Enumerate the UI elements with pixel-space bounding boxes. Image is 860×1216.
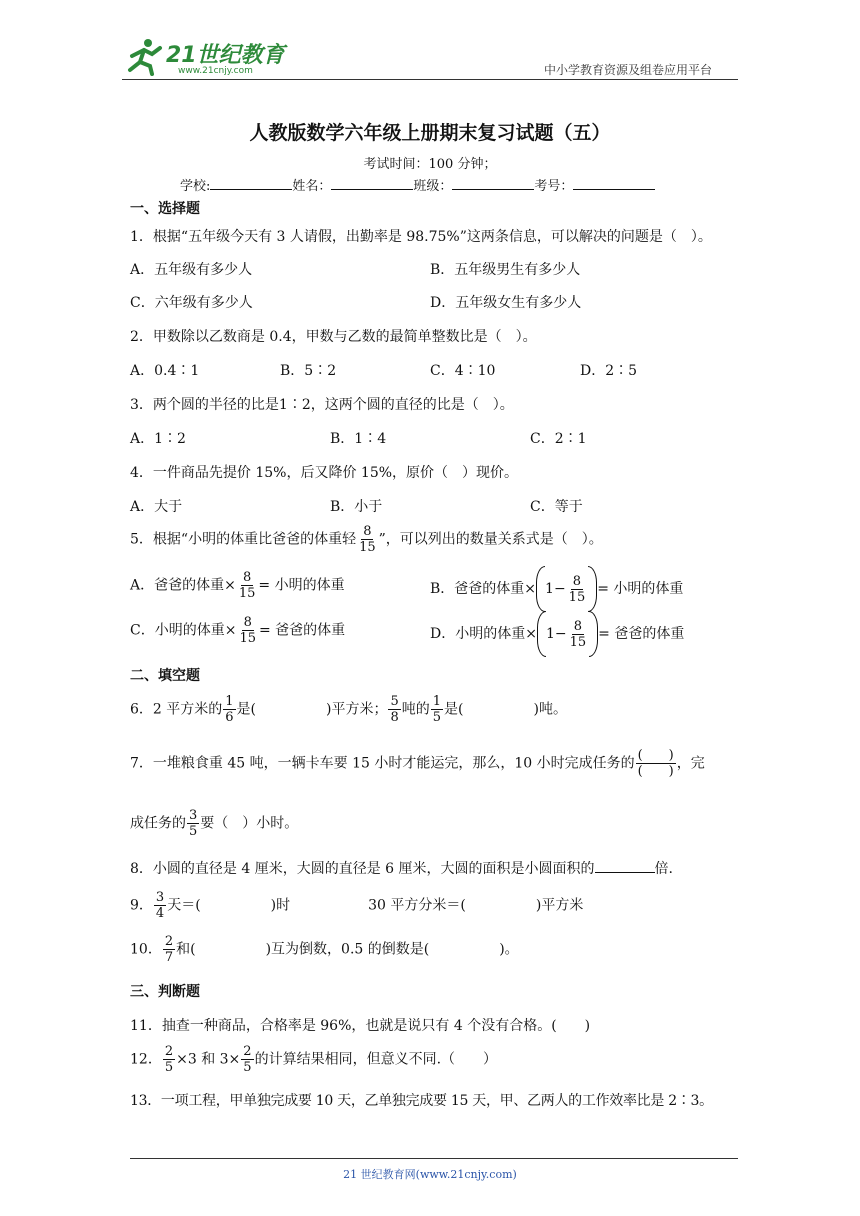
school-label: 学校:: [180, 179, 211, 194]
q4-text: 4．一件商品先提价 15%，后又降价 15%，原价（ ）现价。: [130, 465, 519, 481]
q1-option-b[interactable]: B．五年级男生有多少人: [430, 262, 581, 278]
logo: [122, 36, 292, 80]
platform-name: 中小学教育资源及组卷应用平台: [544, 63, 713, 77]
q3-option-b[interactable]: B．1∶4: [330, 431, 387, 447]
name-field[interactable]: [331, 189, 413, 190]
fraction: $\frac{8}{15}$: [359, 524, 376, 555]
q2-option-d[interactable]: D．2∶5: [580, 363, 638, 379]
q2-option-c[interactable]: C．4∶10: [430, 363, 496, 379]
q5-option-b[interactable]: B．爸爸的体重× 1− $\frac{8}{15}$ = 小明的体重: [430, 566, 683, 612]
q1-text: 1．根据“五年级今天有 3 人请假，出勤率是 98.75%”这两条信息，可以解决的问题是（ ）。: [130, 229, 712, 245]
q9-text: 9． $\frac{3}{4}$ 天＝( )时 30 平方分米＝( )平方米: [130, 890, 584, 921]
q12-text: 12． $\frac{2}{5}$ ×3 和 3× $\frac{2}{5}$ 的计算结果相同，但意义不同.（ ）: [130, 1044, 498, 1075]
footer-rule: [130, 1158, 738, 1159]
fraction-blank[interactable]: $\frac{( )}{( )}$: [637, 748, 674, 779]
number-field[interactable]: [573, 189, 655, 190]
number-label: 考号：: [534, 179, 574, 194]
section-heading: 一、选择题: [130, 201, 200, 217]
q4-option-a[interactable]: A．大于: [130, 499, 183, 515]
q5-option-c[interactable]: C．小明的体重× $\frac{8}{15}$ = 爸爸的体重: [130, 615, 346, 646]
q10-text: 10． $\frac{2}{7}$ 和( )互为倒数，0.5 的倒数是( )。: [130, 934, 519, 965]
q13-text: 13．一项工程，甲单独完成要 10 天，乙单独完成要 15 天，甲、乙两人的工作效率比是 2∶3。: [130, 1093, 713, 1109]
exam-time: 考试时间：100 分钟；: [363, 157, 497, 172]
school-field[interactable]: [210, 189, 292, 190]
q5-option-d[interactable]: D．小明的体重× 1− $\frac{8}{15}$ = 爸爸的体重: [430, 611, 684, 657]
q6-text: 6．2 平方米的 $\frac{1}{6}$ 是( )平方米； $\frac{5}{8}$ 吨的 $\frac{1}{5}$ 是( )吨。: [130, 694, 567, 725]
q4-option-b[interactable]: B．小于: [330, 499, 383, 515]
q8-text: 8．小圆的直径是 4 厘米，大圆的直径是 6 厘米，大圆的面积是小圆面积的 倍.: [130, 861, 673, 877]
header-rule: [122, 79, 738, 80]
q1-option-a[interactable]: A．五年级有多少人: [130, 262, 253, 278]
q7-text-line1: 7．一堆粮食重 45 吨，一辆卡车要 15 小时才能运完，那么，10 小时完成任务的 $\frac{( )}{( )}$ ，完: [130, 748, 705, 779]
logo-url: www.21cnjy.com: [178, 66, 253, 76]
q4-option-c[interactable]: C．等于: [530, 499, 583, 515]
q5-option-a[interactable]: A．爸爸的体重× $\frac{8}{15}$ = 小明的体重: [130, 570, 345, 601]
section-heading: 二、填空题: [130, 668, 200, 684]
q3-option-a[interactable]: A．1∶2: [130, 431, 186, 447]
q7-text-line2: 成任务的 $\frac{3}{5}$ 要（ ）小时。: [130, 808, 299, 839]
page-title: 人教版数学六年级上册期末复习试题（五）: [249, 122, 611, 144]
q2-text: 2．甲数除以乙数商是 0.4，甲数与乙数的最简单整数比是（ ）。: [130, 329, 537, 345]
q3-option-c[interactable]: C．2∶1: [530, 431, 587, 447]
class-field[interactable]: [452, 189, 534, 190]
q1-option-c[interactable]: C．六年级有多少人: [130, 295, 253, 311]
name-label: 姓名：: [292, 179, 332, 194]
runner-logo-icon: [122, 36, 166, 76]
footer-text: 21 世纪教育网(www.21cnjy.com): [343, 1168, 517, 1181]
section-heading: 三、判断题: [130, 984, 200, 1000]
student-info: [180, 175, 655, 194]
q5-text: 5．根据“小明的体重比爸爸的体重轻 $\frac{8}{15}$ ”，可以列出的数量关系式是（ ）。: [130, 524, 603, 555]
class-label: 班级：: [413, 179, 453, 194]
logo-text: 21世纪教育: [166, 43, 285, 68]
q1-option-d[interactable]: D．五年级女生有多少人: [430, 295, 582, 311]
q11-text: 11．抽查一种商品，合格率是 96%，也就是说只有 4 个没有合格。( ): [130, 1018, 591, 1034]
q3-text: 3．两个圆的半径的比是1∶2，这两个圆的直径的比是（ ）。: [130, 397, 514, 413]
answer-blank[interactable]: [595, 872, 655, 873]
q2-option-b[interactable]: B．5∶2: [280, 363, 337, 379]
q2-option-a[interactable]: A．0.4∶1: [130, 363, 200, 379]
